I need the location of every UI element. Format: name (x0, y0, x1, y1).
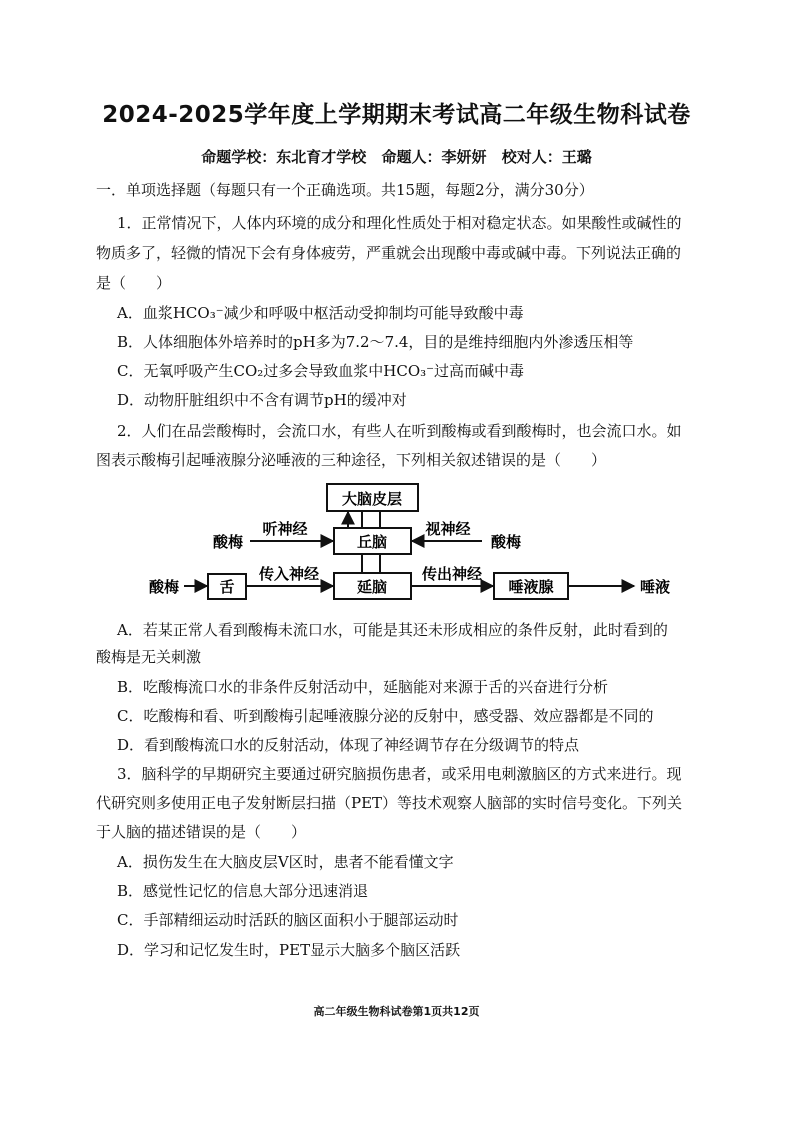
q2-option-a: A．若某正常人看到酸梅未流口水，可能是其还未形成相应的条件反射，此时看到的 (117, 621, 668, 639)
afferent-nerve-label: 传入神经 (258, 565, 320, 583)
q2-option-d: D．看到酸梅流口水的反射活动，体现了神经调节存在分级调节的特点 (117, 736, 580, 754)
q3-option-d: D．学习和记忆发生时，PET显示大脑多个脑区活跃 (117, 941, 461, 959)
efferent-nerve-label: 传出神经 (421, 565, 483, 583)
q2-option-b: B．吃酸梅流口水的非条件反射活动中，延脑能对来源于舌的兴奋进行分析 (117, 678, 609, 696)
q1-stem-line-2: 物质多了，轻微的情况下会有身体疲劳，严重就会出现酸中毒或碱中毒。下列说法正确的 (96, 244, 682, 262)
q2-stem-line-2: 图表示酸梅引起唾液腺分泌唾液的三种途径，下列相关叙述错误的是（ ） (96, 451, 607, 469)
q2-option-c: C．吃酸梅和看、听到酸梅引起唾液腺分泌的反射中，感受器、效应器都是不同的 (117, 707, 654, 725)
optic-nerve-label: 视神经 (425, 520, 471, 538)
tongue-label: 舌 (219, 578, 235, 596)
q1-option-a: A．血浆HCO₃⁻减少和呼吸中枢活动受抑制均可能导致酸中毒 (117, 304, 524, 322)
school-label: 命题学校：东北育才学校 (201, 148, 367, 166)
q1-option-c: C．无氧呼吸产生CO₂过多会导致血浆中HCO₃⁻过高而碱中毒 (117, 362, 525, 380)
gland-label: 唾液腺 (508, 578, 554, 596)
sour-plum-bottom: 酸梅 (148, 578, 180, 596)
q3-stem-line-2: 代研究则多使用正电子发射断层扫描（PET）等技术观察人脑部的实时信号变化。下列关 (96, 794, 683, 812)
q1-option-b: B．人体细胞体外培养时的pH多为7.2～7.4，目的是维持细胞内外渗透压相等 (117, 333, 634, 351)
sour-plum-right: 酸梅 (490, 533, 522, 551)
thalamus-label: 丘脑 (356, 533, 388, 551)
q3-option-a: A．损伤发生在大脑皮层V区时，患者不能看懂文字 (117, 853, 454, 871)
q3-option-b: B．感觉性记忆的信息大部分迅速消退 (117, 882, 369, 900)
q1-stem-line-3: 是（ ） (96, 274, 172, 292)
q3-stem-line-1: 3．脑科学的早期研究主要通过研究脑损伤患者，或采用电刺激脑区的方式来进行。现 (117, 765, 682, 783)
cortex-label: 大脑皮层 (341, 490, 403, 508)
page-footer: 高二年级生物科试卷第1页共12页 (313, 1005, 480, 1018)
sour-plum-left: 酸梅 (212, 533, 244, 551)
q2-stem-line-1: 2．人们在品尝酸梅时，会流口水，有些人在听到酸梅或看到酸梅时，也会流口水。如 (117, 422, 682, 440)
checker-label: 校对人：王璐 (501, 148, 592, 166)
medulla-label: 延脑 (356, 578, 388, 596)
q3-stem-line-3: 于人脑的描述错误的是（ ） (96, 823, 307, 841)
q1-option-d: D．动物肝脏组织中不含有调节pH的缓冲对 (117, 391, 407, 409)
author-label: 命题人：李妍妍 (381, 148, 487, 166)
q1-stem-line-1: 1．正常情况下，人体内环境的成分和理化性质处于相对稳定状态。如果酸性或碱性的 (117, 214, 682, 232)
q3-option-c: C．手部精细运动时活跃的脑区面积小于腿部运动时 (117, 911, 459, 929)
section-heading: 一．单项选择题（每题只有一个正确选项。共15题，每题2分，满分30分） (96, 181, 594, 199)
saliva-label: 唾液 (639, 578, 671, 596)
exam-title: 2024-2025学年度上学期期末考试高二年级生物科试卷 (102, 102, 691, 128)
q2-option-a-cont: 酸梅是无关刺激 (96, 648, 202, 666)
auditory-nerve-label: 听神经 (262, 520, 308, 538)
